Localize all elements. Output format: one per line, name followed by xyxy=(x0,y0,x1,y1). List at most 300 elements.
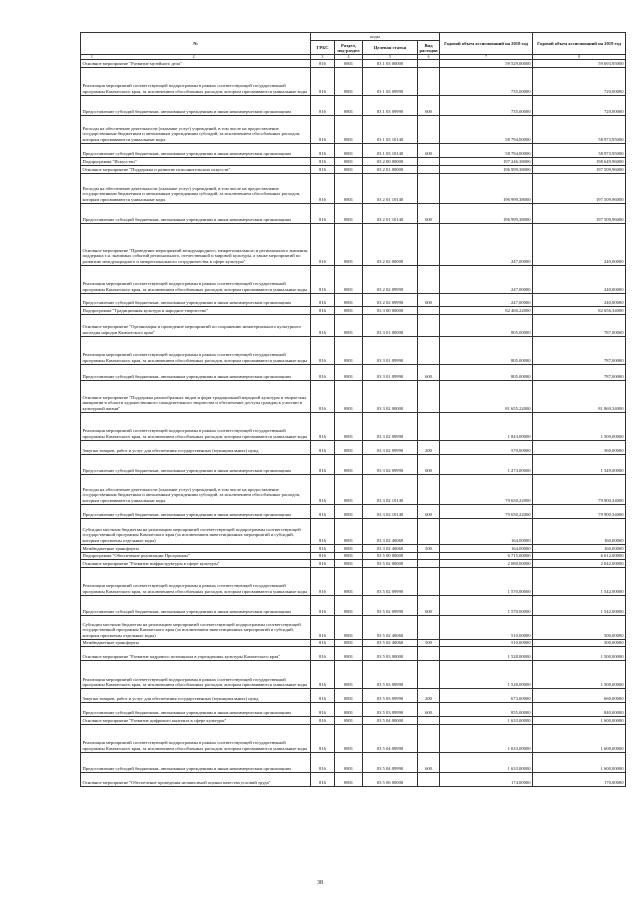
target-article-code: 03 1 03 09990 xyxy=(363,96,418,116)
table-row xyxy=(81,717,626,725)
target-article-code: 03 3 01 09990 xyxy=(363,365,418,381)
section-code: 0801 xyxy=(335,96,363,116)
table-row xyxy=(81,560,626,568)
grbs-code: 816 xyxy=(311,724,335,752)
expense-type-code xyxy=(418,724,440,752)
table-row xyxy=(81,752,626,772)
section-code: 0801 xyxy=(335,552,363,560)
amount-2018: 247,00000 xyxy=(440,224,533,266)
budget-sheet xyxy=(80,32,625,787)
expense-type-code: 500 xyxy=(418,639,440,647)
grbs-code: 816 xyxy=(311,116,335,144)
budget-item-name: Основное мероприятие "Проведение мероприятий международного, межрегионального и регионального значения, поддержка т.н. значимых событий регионального, отечественной и мировой культуры, а также мероприятий по развитию международного и межрегионального сотрудничества в сфере культуры" xyxy=(81,224,311,266)
budget-item-name: Основное мероприятие "Развитие цифрового контента в сфере культуры" xyxy=(81,717,311,725)
section-code: 0801 xyxy=(335,475,363,505)
target-article-code: 03 3 02 09990 xyxy=(363,413,418,441)
grbs-code: 816 xyxy=(311,519,335,545)
grbs-code: 816 xyxy=(311,441,335,455)
section-code: 0801 xyxy=(335,315,363,337)
section-code: 0801 xyxy=(335,647,363,661)
section-code: 0801 xyxy=(335,505,363,519)
page-number: 38 xyxy=(317,880,323,886)
expense-type-code xyxy=(418,224,440,266)
budget-item-name: Подпрограмма "Традиционная культура и народное творчество" xyxy=(81,307,311,315)
table-row xyxy=(81,475,626,505)
amount-2019: 1 500,00000 xyxy=(533,647,626,661)
budget-item-name: Реализация мероприятий соответствующей подпрограммы в рамках соответствующей государственной программы Камчатского края, за исключением обособленных расходов, которым присваиваются уникальные коды xyxy=(81,661,311,689)
grbs-code: 816 xyxy=(311,307,335,315)
amount-2018: 58 794,00000 xyxy=(440,116,533,144)
expense-type-code xyxy=(418,60,440,68)
target-article-code: 03 5 04 09990 xyxy=(363,724,418,752)
table-row xyxy=(81,224,626,266)
amount-2018: 196 999,38000 xyxy=(440,174,533,204)
table-row xyxy=(81,505,626,519)
table-row xyxy=(81,689,626,703)
table-row xyxy=(81,381,626,413)
section-code: 0801 xyxy=(335,441,363,455)
target-article-code: 03 3 02 09990 xyxy=(363,441,418,455)
budget-item-name: Расходы на обеспечение деятельности (оказание услуг) учреждений, в том числе на предоставление государственным бюджетным и автономным учреждениям субсидий, за исключением обособленных расходов, которым присваиваются уникальные коды xyxy=(81,174,311,204)
section-code: 0801 xyxy=(335,365,363,381)
amount-2019: 82 656,34000 xyxy=(533,307,626,315)
amount-2018: 1 633,00000 xyxy=(440,752,533,772)
budget-item-name: Основное мероприятие "Поддержка и развитие исполнительских искусств" xyxy=(81,166,311,174)
budget-item-name: Реализация мероприятий соответствующей подпрограммы в рамках соответствующей государственной программы Камчатского края, за исключением обособленных расходов, которым присваиваются уникальные коды xyxy=(81,567,311,595)
amount-2018: 79 650,22000 xyxy=(440,505,533,519)
budget-item-name: Основное мероприятие "Развитие кадрового потенциала в учреждениях культуры Камчатского края" xyxy=(81,647,311,661)
amount-2018: 6 715,00000 xyxy=(440,552,533,560)
grbs-code: 816 xyxy=(311,455,335,475)
target-article-code: 03 5 02 09990 xyxy=(363,567,418,595)
budget-item-name: Предоставление субсидий бюджетным, автономным учреждениям и иным некоммерческим организациям xyxy=(81,752,311,772)
amount-2019: 197 509,96000 xyxy=(533,204,626,224)
budget-item-name: Предоставление субсидий бюджетным, автономным учреждениям и иным некоммерческим организациям xyxy=(81,365,311,381)
budget-item-name: Субсидии местным бюджетам на реализацию мероприятий соответствующей подпрограммы соответствующей государственной программы Камчатского края (за исключением инвестиционных мероприятий и субсидий, которым присвоены отдельные коды) xyxy=(81,615,311,639)
target-article-code: 03 5 02 00000 xyxy=(363,560,418,568)
section-code: 0801 xyxy=(335,455,363,475)
section-code: 0801 xyxy=(335,381,363,413)
budget-item-name: Закупка товаров, работ и услуг для обеспечения государственных (муниципальных) нужд xyxy=(81,441,311,455)
budget-item-name: Расходы на обеспечение деятельности (оказание услуг) учреждений, в том числе на предоставление государственным бюджетным и автономным учреждениям субсидий, за исключением обособленных расходов, которым присваиваются уникальные коды xyxy=(81,116,311,144)
amount-2018: 196 999,38000 xyxy=(440,166,533,174)
amount-2018: 1 570,00000 xyxy=(440,567,533,595)
amount-2019: 1 600,00000 xyxy=(533,717,626,725)
amount-2019: 1 600,00000 xyxy=(533,752,626,772)
target-article-code: 03 1 03 10140 xyxy=(363,144,418,158)
expense-type-code: 600 xyxy=(418,294,440,307)
col-index: 1 xyxy=(91,55,93,59)
section-code: 0801 xyxy=(335,567,363,595)
amount-2019: 160,00000 xyxy=(533,519,626,545)
amount-2018: 58 794,00000 xyxy=(440,144,533,158)
target-article-code: 03 5 06 00000 xyxy=(363,772,418,786)
grbs-code: 816 xyxy=(311,615,335,639)
amount-2018: 164,00000 xyxy=(440,519,533,545)
col-index: 3 xyxy=(311,55,335,60)
amount-2019: 160,00000 xyxy=(533,545,626,553)
expense-type-code: 200 xyxy=(418,689,440,703)
expense-type-code: 600 xyxy=(418,595,440,615)
target-article-code: 03 5 00 00000 xyxy=(363,552,418,560)
target-article-code: 03 5 03 00000 xyxy=(363,647,418,661)
grbs-code: 816 xyxy=(311,595,335,615)
budget-item-name: Реализация мероприятий соответствующей подпрограммы в рамках соответствующей государственной программы Камчатского края, за исключением обособленных расходов, которым присваиваются уникальные коды xyxy=(81,337,311,365)
header-expense-type: Вид расходов xyxy=(419,42,438,53)
section-code: 0801 xyxy=(335,772,363,786)
section-code: 0801 xyxy=(335,60,363,68)
section-code: 0801 xyxy=(335,294,363,307)
expense-type-code xyxy=(418,158,440,166)
section-code: 0801 xyxy=(335,174,363,204)
table-row xyxy=(81,647,626,661)
amount-2019: 81 869,34000 xyxy=(533,381,626,413)
table-row xyxy=(81,204,626,224)
section-code: 0801 xyxy=(335,116,363,144)
target-article-code: 03 5 04 09990 xyxy=(363,752,418,772)
col-index: 5 xyxy=(363,55,418,60)
expense-type-code: 600 xyxy=(418,204,440,224)
amount-2019: 170,00000 xyxy=(533,772,626,786)
table-row xyxy=(81,455,626,475)
grbs-code: 816 xyxy=(311,337,335,365)
target-article-code: 03 3 02 40060 xyxy=(363,545,418,553)
budget-item-name: Основное мероприятие "Развитие музейного дела" xyxy=(81,60,311,68)
expense-type-code xyxy=(418,315,440,337)
budget-item-name: Предоставление субсидий бюджетным, автономным учреждениям и иным некоммерческим организациям xyxy=(81,505,311,519)
table-row xyxy=(81,174,626,204)
budget-item-name: Основное мероприятие "Обеспечение проведения независимой оценки качества условий труда" xyxy=(81,772,311,786)
table-row xyxy=(81,116,626,144)
header-num: № xyxy=(81,33,311,55)
target-article-code: 03 2 02 00000 xyxy=(363,224,418,266)
amount-2018: 1 273,00000 xyxy=(440,455,533,475)
budget-item-name: Реализация мероприятий соответствующей подпрограммы в рамках соответствующей государственной программы Камчатского края, за исключением обособленных расходов, которым присваиваются уникальные коды xyxy=(81,413,311,441)
amount-2018: 1 528,00000 xyxy=(440,661,533,689)
expense-type-code xyxy=(418,475,440,505)
expense-type-code xyxy=(418,772,440,786)
amount-2018: 247,00000 xyxy=(440,266,533,294)
amount-2018: 1 570,00000 xyxy=(440,595,533,615)
table-row xyxy=(81,294,626,307)
target-article-code: 03 2 00 00000 xyxy=(363,158,418,166)
target-article-code: 03 5 02 40060 xyxy=(363,639,418,647)
amount-2018: 805,00000 xyxy=(440,315,533,337)
col-index: 6 xyxy=(418,55,440,60)
amount-2018: 855,00000 xyxy=(440,703,533,717)
target-article-code: 03 2 02 09990 xyxy=(363,266,418,294)
section-code: 0801 xyxy=(335,724,363,752)
amount-2019: 787,00000 xyxy=(533,365,626,381)
grbs-code: 816 xyxy=(311,266,335,294)
target-article-code: 03 5 03 09990 xyxy=(363,689,418,703)
table-body xyxy=(81,55,626,787)
header-grbs: ГРБС xyxy=(311,41,335,55)
amount-2018: 81 655,22000 xyxy=(440,381,533,413)
amount-2019: 240,00000 xyxy=(533,294,626,307)
amount-2019: 59 693,95000 xyxy=(533,60,626,68)
section-code: 0801 xyxy=(335,717,363,725)
grbs-code: 816 xyxy=(311,381,335,413)
amount-2018: 82 460,22000 xyxy=(440,307,533,315)
expense-type-code xyxy=(418,519,440,545)
target-article-code: 03 3 02 00000 xyxy=(363,381,418,413)
grbs-code: 816 xyxy=(311,552,335,560)
table-row xyxy=(81,724,626,752)
grbs-code: 816 xyxy=(311,505,335,519)
amount-2019: 500,00000 xyxy=(533,639,626,647)
target-article-code: 03 3 02 10140 xyxy=(363,475,418,505)
target-article-code: 03 2 01 10140 xyxy=(363,204,418,224)
amount-2019: 79 900,34000 xyxy=(533,505,626,519)
amount-2018: 59 529,00000 xyxy=(440,60,533,68)
grbs-code: 816 xyxy=(311,204,335,224)
target-article-code: 03 5 02 09990 xyxy=(363,595,418,615)
target-article-code: 03 2 01 00000 xyxy=(363,166,418,174)
header-year-2019: Годовой объем ассигнований на 2019 год xyxy=(533,33,626,55)
table-row xyxy=(81,307,626,315)
amount-2019: 787,00000 xyxy=(533,315,626,337)
budget-item-name: Основное мероприятие "Поддержка разнообразных видов и форм традиционной народной культуры и творческих инициатив в области художественного самодеятельного творчества и обеспечение доступа граждан к участию в культурной жизни" xyxy=(81,381,311,413)
target-article-code: 03 2 02 09990 xyxy=(363,294,418,307)
amount-2018: 196 999,38000 xyxy=(440,204,533,224)
amount-2018: 174,00000 xyxy=(440,772,533,786)
amount-2019: 79 900,34000 xyxy=(533,475,626,505)
grbs-code: 816 xyxy=(311,60,335,68)
table-row xyxy=(81,661,626,689)
amount-2018: 197 246,38000 xyxy=(440,158,533,166)
amount-2019: 1 509,00000 xyxy=(533,413,626,441)
grbs-code: 816 xyxy=(311,560,335,568)
amount-2019: 197 509,96000 xyxy=(533,166,626,174)
amount-2018: 510,00000 xyxy=(440,615,533,639)
section-code: 0801 xyxy=(335,413,363,441)
section-code: 0801 xyxy=(335,307,363,315)
grbs-code: 816 xyxy=(311,752,335,772)
section-code: 0801 xyxy=(335,595,363,615)
target-article-code: 03 5 03 09990 xyxy=(363,703,418,717)
target-article-code: 03 1 03 09990 xyxy=(363,68,418,96)
grbs-code: 816 xyxy=(311,647,335,661)
budget-item-name: Предоставление субсидий бюджетным, автономным учреждениям и иным некоммерческим организациям xyxy=(81,595,311,615)
amount-2019: 1 542,00000 xyxy=(533,567,626,595)
target-article-code: 03 3 02 10140 xyxy=(363,505,418,519)
section-code: 0801 xyxy=(335,337,363,365)
budget-item-name: Подпрограмма "Искусство" xyxy=(81,158,311,166)
header-target-article: Целевая статья xyxy=(363,41,418,55)
amount-2019: 240,00000 xyxy=(533,266,626,294)
target-article-code: 03 3 02 40060 xyxy=(363,519,418,545)
grbs-code: 816 xyxy=(311,545,335,553)
budget-item-name: Межбюджетные трансферты xyxy=(81,545,311,553)
grbs-code: 816 xyxy=(311,703,335,717)
expense-type-code: 600 xyxy=(418,365,440,381)
amount-2019: 197 509,96000 xyxy=(533,174,626,204)
expense-type-code xyxy=(418,615,440,639)
expense-type-code xyxy=(418,116,440,144)
amount-2018: 79 650,22000 xyxy=(440,475,533,505)
amount-2019: 720,00000 xyxy=(533,96,626,116)
expense-type-code xyxy=(418,567,440,595)
grbs-code: 816 xyxy=(311,68,335,96)
target-article-code: 03 3 02 09990 xyxy=(363,455,418,475)
grbs-code: 816 xyxy=(311,567,335,595)
col-index: 7 xyxy=(440,55,533,60)
section-code: 0801 xyxy=(335,68,363,96)
amount-2018: 1 843,00000 xyxy=(440,413,533,441)
grbs-code: 816 xyxy=(311,639,335,647)
section-code: 0801 xyxy=(335,752,363,772)
budget-item-name: Предоставление субсидий бюджетным, автономным учреждениям и иным некоммерческим организациям xyxy=(81,144,311,158)
table-row xyxy=(81,365,626,381)
grbs-code: 816 xyxy=(311,166,335,174)
header-codes: коды xyxy=(311,33,440,41)
budget-item-name: Предоставление субсидий бюджетным, автономным учреждениям и иным некоммерческим организациям xyxy=(81,703,311,717)
amount-2019: 1 500,00000 xyxy=(533,661,626,689)
table-row xyxy=(81,96,626,116)
target-article-code: 03 1 03 10140 xyxy=(363,116,418,144)
amount-2019: 660,00000 xyxy=(533,689,626,703)
amount-2018: 1 633,00000 xyxy=(440,724,533,752)
expense-type-code xyxy=(418,266,440,294)
amount-2019: 2 042,00000 xyxy=(533,560,626,568)
section-code: 0801 xyxy=(335,266,363,294)
section-code: 0801 xyxy=(335,158,363,166)
expense-type-code xyxy=(418,174,440,204)
budget-item-name: Реализация мероприятий соответствующей подпрограммы в рамках соответствующей государственной программы Камчатского края, за исключением обособленных расходов, которым присваиваются уникальные коды xyxy=(81,266,311,294)
expense-type-code xyxy=(418,381,440,413)
budget-item-name: Закупка товаров, работ и услуг для обеспечения государственных (муниципальных) нужд xyxy=(81,689,311,703)
section-code: 0801 xyxy=(335,166,363,174)
expense-type-code xyxy=(418,166,440,174)
grbs-code: 816 xyxy=(311,661,335,689)
expense-type-code xyxy=(418,717,440,725)
grbs-code: 816 xyxy=(311,174,335,204)
section-code: 0801 xyxy=(335,519,363,545)
grbs-code: 816 xyxy=(311,717,335,725)
amount-2018: 1 528,00000 xyxy=(440,647,533,661)
grbs-code: 816 xyxy=(311,96,335,116)
target-article-code: 03 5 02 40060 xyxy=(363,615,418,639)
amount-2018: 1 633,00000 xyxy=(440,717,533,725)
table-row xyxy=(81,615,626,639)
grbs-code: 816 xyxy=(311,772,335,786)
table-row xyxy=(81,639,626,647)
table-row xyxy=(81,315,626,337)
target-article-code: 03 2 01 10140 xyxy=(363,174,418,204)
expense-type-code: 600 xyxy=(418,505,440,519)
section-code: 0801 xyxy=(335,689,363,703)
grbs-code: 816 xyxy=(311,315,335,337)
amount-2019: 840,00000 xyxy=(533,703,626,717)
budget-item-name: Предоставление субсидий бюджетным, автономным учреждениям и иным некоммерческим организациям xyxy=(81,204,311,224)
amount-2019: 58 973,95000 xyxy=(533,144,626,158)
budget-item-name: Предоставление субсидий бюджетным, автономным учреждениям и иным некоммерческим организациям xyxy=(81,294,311,307)
amount-2019: 1 349,00000 xyxy=(533,455,626,475)
amount-2018: 735,00000 xyxy=(440,96,533,116)
header-year-2018: Годовой объем ассигнований на 2018 год xyxy=(440,33,533,55)
budget-item-name: Основное мероприятие "Развитие инфраструктуры в сфере культуры" xyxy=(81,560,311,568)
table-row xyxy=(81,266,626,294)
budget-table xyxy=(80,32,626,787)
table-row xyxy=(81,772,626,786)
section-code: 0801 xyxy=(335,560,363,568)
budget-item-name: Реализация мероприятий соответствующей подпрограммы в рамках соответствующей государственной программы Камчатского края, за исключением обособленных расходов, которым присваиваются уникальные коды xyxy=(81,68,311,96)
expense-type-code xyxy=(418,552,440,560)
amount-2019: 560,00000 xyxy=(533,441,626,455)
target-article-code: 03 1 03 00000 xyxy=(363,60,418,68)
amount-2019: 787,00000 xyxy=(533,337,626,365)
budget-item-name: Предоставление субсидий бюджетным, автономным учреждениям и иным некоммерческим организациям xyxy=(81,96,311,116)
amount-2019: 1 600,00000 xyxy=(533,724,626,752)
header-razdel: Раздел, под-раздел xyxy=(335,41,363,55)
expense-type-code: 600 xyxy=(418,455,440,475)
amount-2018: 805,00000 xyxy=(440,365,533,381)
grbs-code: 816 xyxy=(311,158,335,166)
col-index: 8 xyxy=(533,55,626,60)
expense-type-code: 600 xyxy=(418,144,440,158)
target-article-code: 03 3 01 09990 xyxy=(363,337,418,365)
amount-2018: 570,00000 xyxy=(440,441,533,455)
budget-item-name: Подпрограмма "Обеспечение реализации Программы" xyxy=(81,552,311,560)
target-article-code: 03 3 01 00000 xyxy=(363,315,418,337)
grbs-code: 816 xyxy=(311,224,335,266)
table-row xyxy=(81,144,626,158)
col-index: 2 xyxy=(192,55,195,59)
expense-type-code: 200 xyxy=(418,441,440,455)
amount-2019: 240,00000 xyxy=(533,224,626,266)
grbs-code: 816 xyxy=(311,294,335,307)
budget-item-name: Предоставление субсидий бюджетным, автономным учреждениям и иным некоммерческим организациям xyxy=(81,455,311,475)
table-row xyxy=(81,545,626,553)
amount-2018: 510,00000 xyxy=(440,639,533,647)
section-code: 0801 xyxy=(335,545,363,553)
table-row xyxy=(81,519,626,545)
table-row xyxy=(81,60,626,68)
table-row xyxy=(81,567,626,595)
table-row xyxy=(81,441,626,455)
table-row xyxy=(81,68,626,96)
table-row xyxy=(81,703,626,717)
expense-type-code xyxy=(418,68,440,96)
expense-type-code: 600 xyxy=(418,703,440,717)
target-article-code: 03 3 00 00000 xyxy=(363,307,418,315)
target-article-code: 03 5 03 09990 xyxy=(363,661,418,689)
section-code: 0801 xyxy=(335,144,363,158)
expense-type-code: 600 xyxy=(418,752,440,772)
amount-2019: 500,00000 xyxy=(533,615,626,639)
col-index: 4 xyxy=(335,55,363,60)
budget-item-name: Реализация мероприятий соответствующей подпрограммы в рамках соответствующей государственной программы Камчатского края, за исключением обособленных расходов, которым присваиваются уникальные коды xyxy=(81,724,311,752)
expense-type-code xyxy=(418,560,440,568)
table-row xyxy=(81,166,626,174)
table-row xyxy=(81,158,626,166)
table-row xyxy=(81,337,626,365)
amount-2019: 1 542,00000 xyxy=(533,595,626,615)
grbs-code: 816 xyxy=(311,689,335,703)
amount-2019: 58 973,95000 xyxy=(533,116,626,144)
budget-item-name: Субсидии местным бюджетам на реализацию мероприятий соответствующей подпрограммы соответствующей государственной программы Камчатского края (за исключением инвестиционных мероприятий и субсидий, которым присвоены отдельные коды) xyxy=(81,519,311,545)
expense-type-code xyxy=(418,647,440,661)
table-row xyxy=(81,552,626,560)
budget-item-name: Расходы на обеспечение деятельности (оказание услуг) учреждений, в том числе на предоставление государственным бюджетным и автономным учреждениям субсидий, за исключением обособленных расходов, которым присваиваются уникальные коды xyxy=(81,475,311,505)
section-code: 0801 xyxy=(335,204,363,224)
target-article-code: 03 5 04 00000 xyxy=(363,717,418,725)
section-code: 0801 xyxy=(335,639,363,647)
expense-type-code: 600 xyxy=(418,96,440,116)
amount-2018: 2 080,00000 xyxy=(440,560,533,568)
amount-2018: 164,00000 xyxy=(440,545,533,553)
